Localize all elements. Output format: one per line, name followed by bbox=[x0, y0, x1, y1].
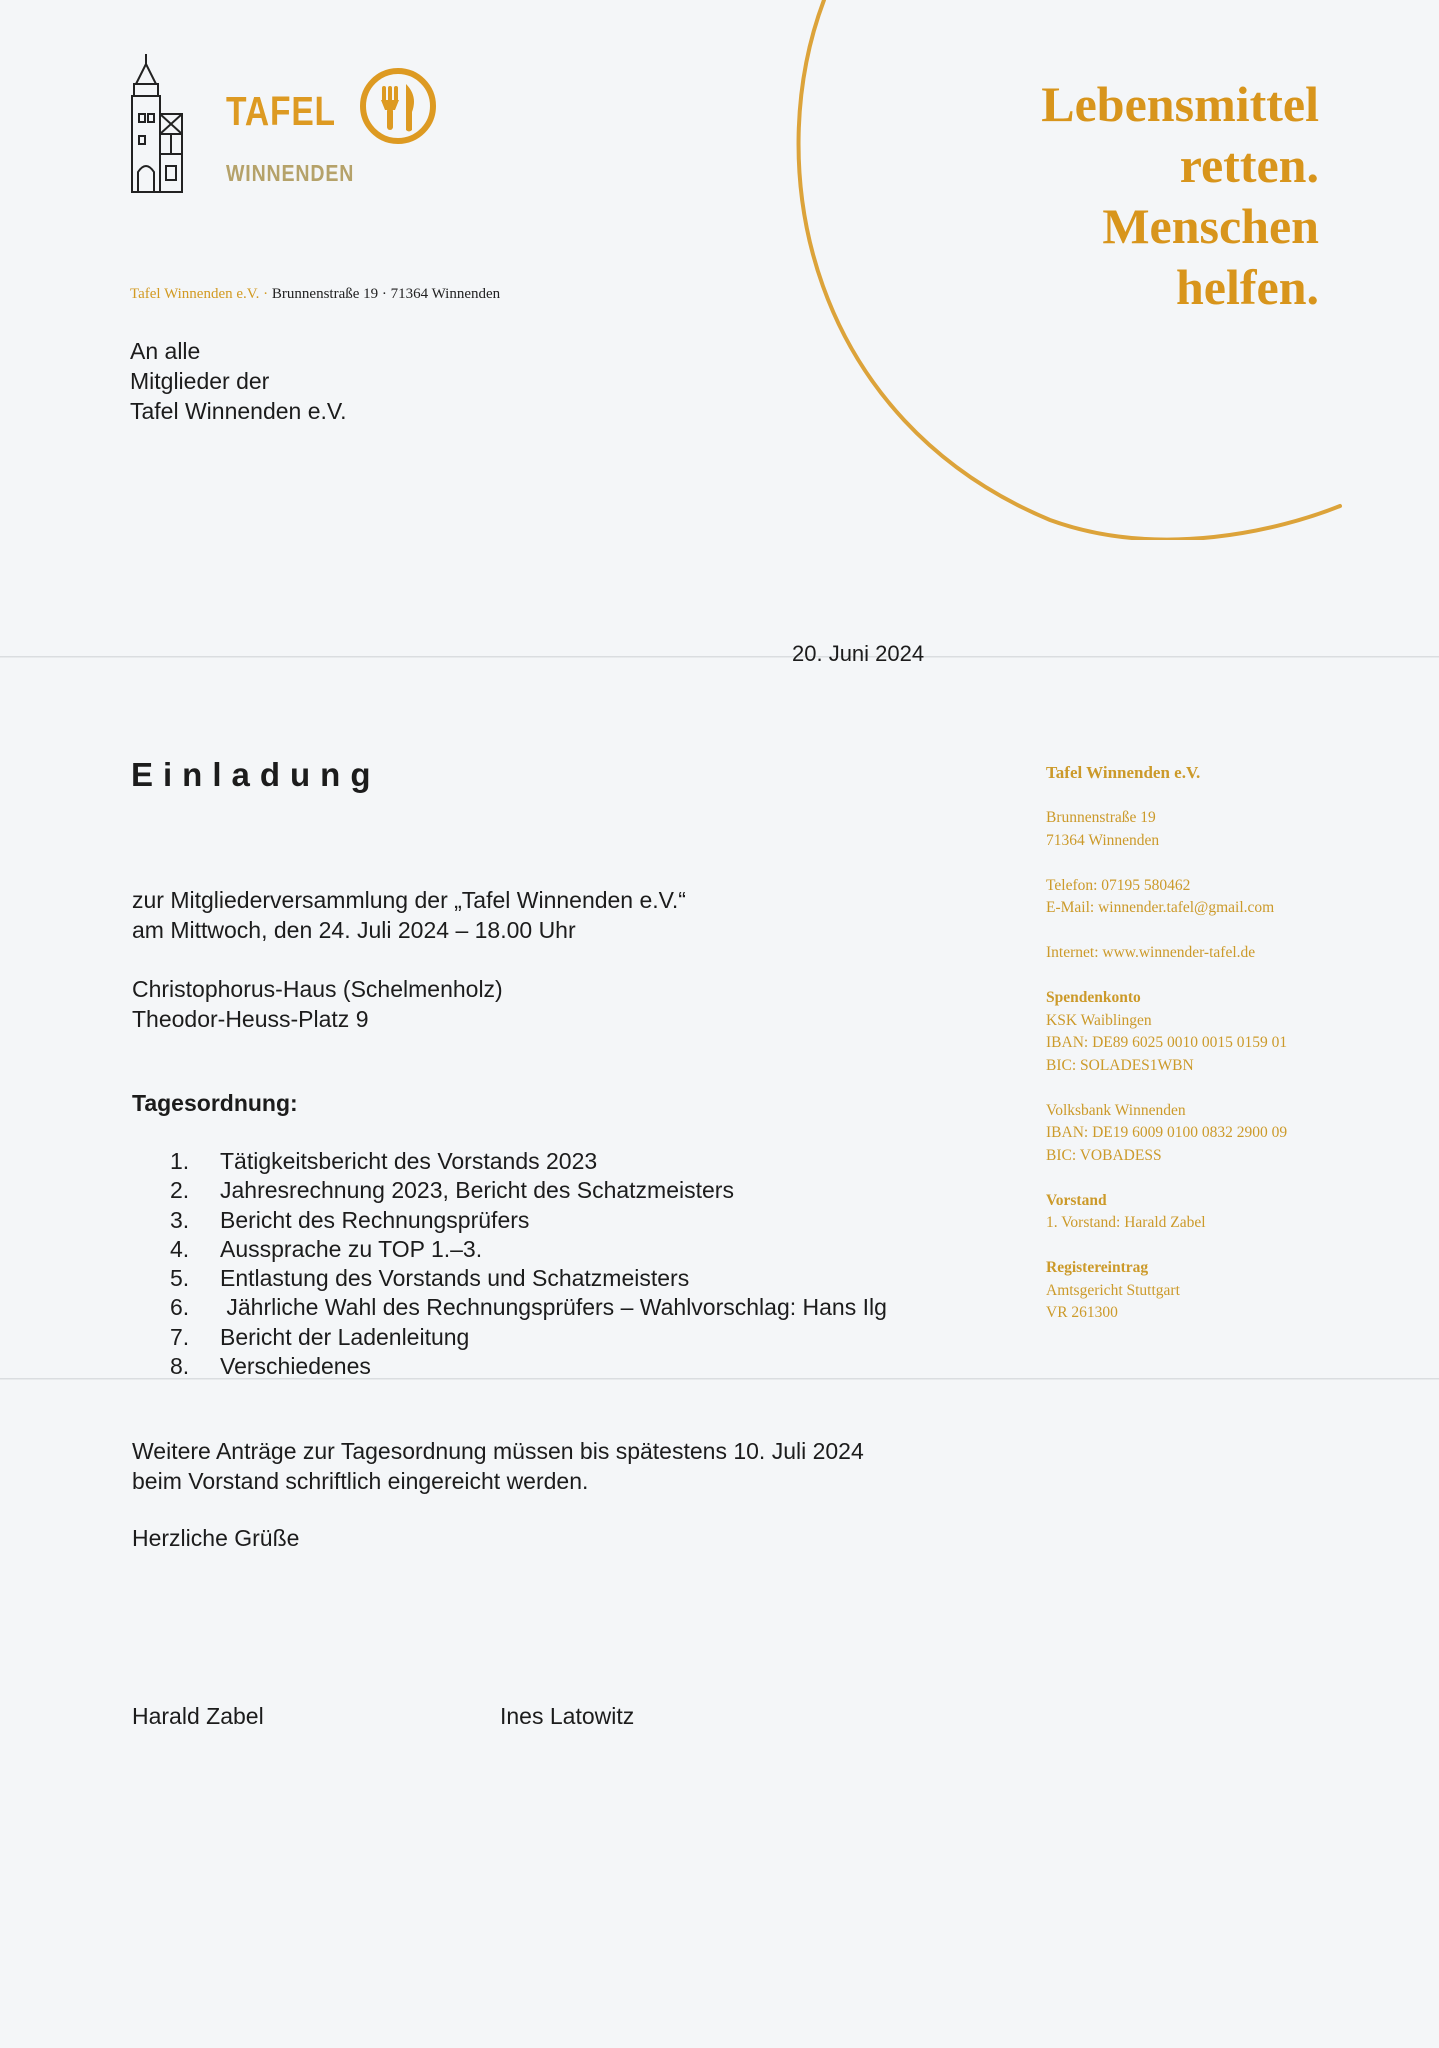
sidebar-email: E-Mail: winnender.tafel@gmail.com bbox=[1046, 899, 1275, 916]
agenda-item bbox=[170, 1352, 887, 1381]
agenda-text: Jährliche Wahl des Rechnungsprüfers – Wahlvorschlag: Hans Ilg bbox=[220, 1294, 887, 1321]
logo-name: TAFEL bbox=[226, 88, 336, 134]
sidebar-iban: IBAN: DE19 6009 0100 0832 2900 09 bbox=[1046, 1124, 1288, 1141]
sidebar-street: Brunnenstraße 19 bbox=[1046, 809, 1156, 826]
sidebar-court: Amtsgericht Stuttgart bbox=[1046, 1281, 1180, 1299]
venue-line: Christophorus-Haus (Schelmenholz) bbox=[132, 976, 503, 1002]
sidebar-vr: VR 261300 bbox=[1046, 1304, 1118, 1321]
agenda-number: 6. bbox=[170, 1294, 190, 1321]
signature-name: Harald Zabel bbox=[132, 1703, 264, 1729]
recipient-line: Tafel Winnenden e.V. bbox=[130, 398, 347, 424]
recipient-line: Mitglieder der bbox=[130, 368, 270, 394]
recipient-line: An alle bbox=[130, 338, 201, 364]
agenda-item bbox=[170, 1235, 887, 1264]
sidebar-bank: Volksbank Winnenden bbox=[1046, 1101, 1186, 1119]
agenda-item bbox=[170, 1176, 887, 1205]
sender-line bbox=[130, 286, 500, 303]
sidebar-city: 71364 Winnenden bbox=[1046, 831, 1160, 849]
letter-date: 20. Juni 2024 bbox=[792, 641, 925, 666]
agenda-item bbox=[170, 1293, 887, 1322]
fold-line-top bbox=[0, 656, 1439, 658]
agenda-text: Tätigkeitsbericht des Vorstands 2023 bbox=[220, 1148, 598, 1174]
logo-city: WINNENDEN bbox=[226, 160, 355, 186]
sidebar-bic: BIC: SOLADES1WBN bbox=[1046, 1056, 1194, 1074]
signature-name: Ines Latowitz bbox=[500, 1703, 635, 1729]
agenda-text: Verschiedenes bbox=[220, 1353, 371, 1380]
agenda-number: 8. bbox=[170, 1353, 190, 1380]
sidebar-internet: Internet: www.winnender-tafel.de bbox=[1046, 944, 1256, 961]
recipient-block bbox=[130, 336, 347, 426]
sidebar-contact bbox=[1046, 762, 1287, 1325]
page-title: Einladung bbox=[131, 756, 381, 793]
agenda-item bbox=[170, 1206, 887, 1235]
further-requests bbox=[132, 1436, 864, 1496]
slogan-line: Menschen bbox=[1102, 198, 1319, 254]
sender-org: Tafel Winnenden e.V. · bbox=[130, 286, 269, 302]
agenda-text: Aussprache zu TOP 1.–3. bbox=[220, 1235, 483, 1262]
further-line: Weitere Anträge zur Tagesordnung müssen bis spätestens 10. Juli 2024 bbox=[132, 1438, 864, 1464]
agenda-text: Entlastung des Vorstands und Schatzmeisters bbox=[220, 1265, 690, 1292]
agenda-list bbox=[170, 1147, 887, 1381]
slogan-line: retten. bbox=[1179, 137, 1319, 193]
agenda-title: Tagesordnung: bbox=[132, 1090, 298, 1116]
slogan-line: Lebensmittel bbox=[1041, 76, 1319, 132]
closing-greeting: Herzliche Grüße bbox=[132, 1525, 300, 1551]
sidebar-iban: IBAN: DE89 6025 0010 0015 0159 01 bbox=[1046, 1034, 1288, 1051]
sidebar-board: 1. Vorstand: Harald Zabel bbox=[1046, 1214, 1206, 1231]
agenda-number: 5. bbox=[170, 1265, 190, 1292]
agenda-text: Bericht der Ladenleitung bbox=[220, 1323, 470, 1350]
sidebar-board-title: Vorstand bbox=[1046, 1191, 1107, 1209]
intro-block bbox=[132, 885, 686, 945]
intro-line: am Mittwoch, den 24. Juli 2024 – 18.00 Uhr bbox=[132, 917, 576, 943]
agenda-number: 4. bbox=[170, 1235, 190, 1262]
agenda-item bbox=[170, 1147, 887, 1176]
agenda-item bbox=[170, 1323, 887, 1352]
venue-line: Theodor-Heuss-Platz 9 bbox=[132, 1006, 369, 1032]
agenda-text: Jahresrechnung 2023, Bericht des Schatzmeisters bbox=[220, 1177, 734, 1204]
agenda-item bbox=[170, 1264, 887, 1293]
sidebar-phone: Telefon: 07195 580462 bbox=[1046, 876, 1191, 894]
sender-address: Brunnenstraße 19 · 71364 Winnenden bbox=[271, 286, 501, 302]
sidebar-bank: KSK Waiblingen bbox=[1046, 1011, 1152, 1029]
further-line: beim Vorstand schriftlich eingereicht werden. bbox=[132, 1468, 589, 1494]
agenda-number: 1. bbox=[170, 1148, 190, 1174]
agenda-number: 7. bbox=[170, 1323, 190, 1350]
sidebar-bic: BIC: VOBADESS bbox=[1046, 1146, 1162, 1164]
agenda-text: Bericht des Rechnungsprüfers bbox=[220, 1206, 530, 1233]
sidebar-donation-title: Spendenkonto bbox=[1046, 989, 1141, 1006]
tower-icon bbox=[128, 54, 184, 194]
agenda-number: 3. bbox=[170, 1206, 190, 1233]
venue-block bbox=[132, 974, 503, 1034]
fork-knife-icon bbox=[358, 66, 438, 146]
sidebar-org: Tafel Winnenden e.V. bbox=[1046, 763, 1201, 782]
slogan bbox=[1041, 74, 1319, 318]
intro-line: zur Mitgliederversammlung der „Tafel Winnenden e.V.“ bbox=[132, 887, 686, 913]
sidebar-register-title: Registereintrag bbox=[1046, 1259, 1149, 1276]
agenda-number: 2. bbox=[170, 1177, 190, 1204]
slogan-line: helfen. bbox=[1175, 259, 1319, 315]
